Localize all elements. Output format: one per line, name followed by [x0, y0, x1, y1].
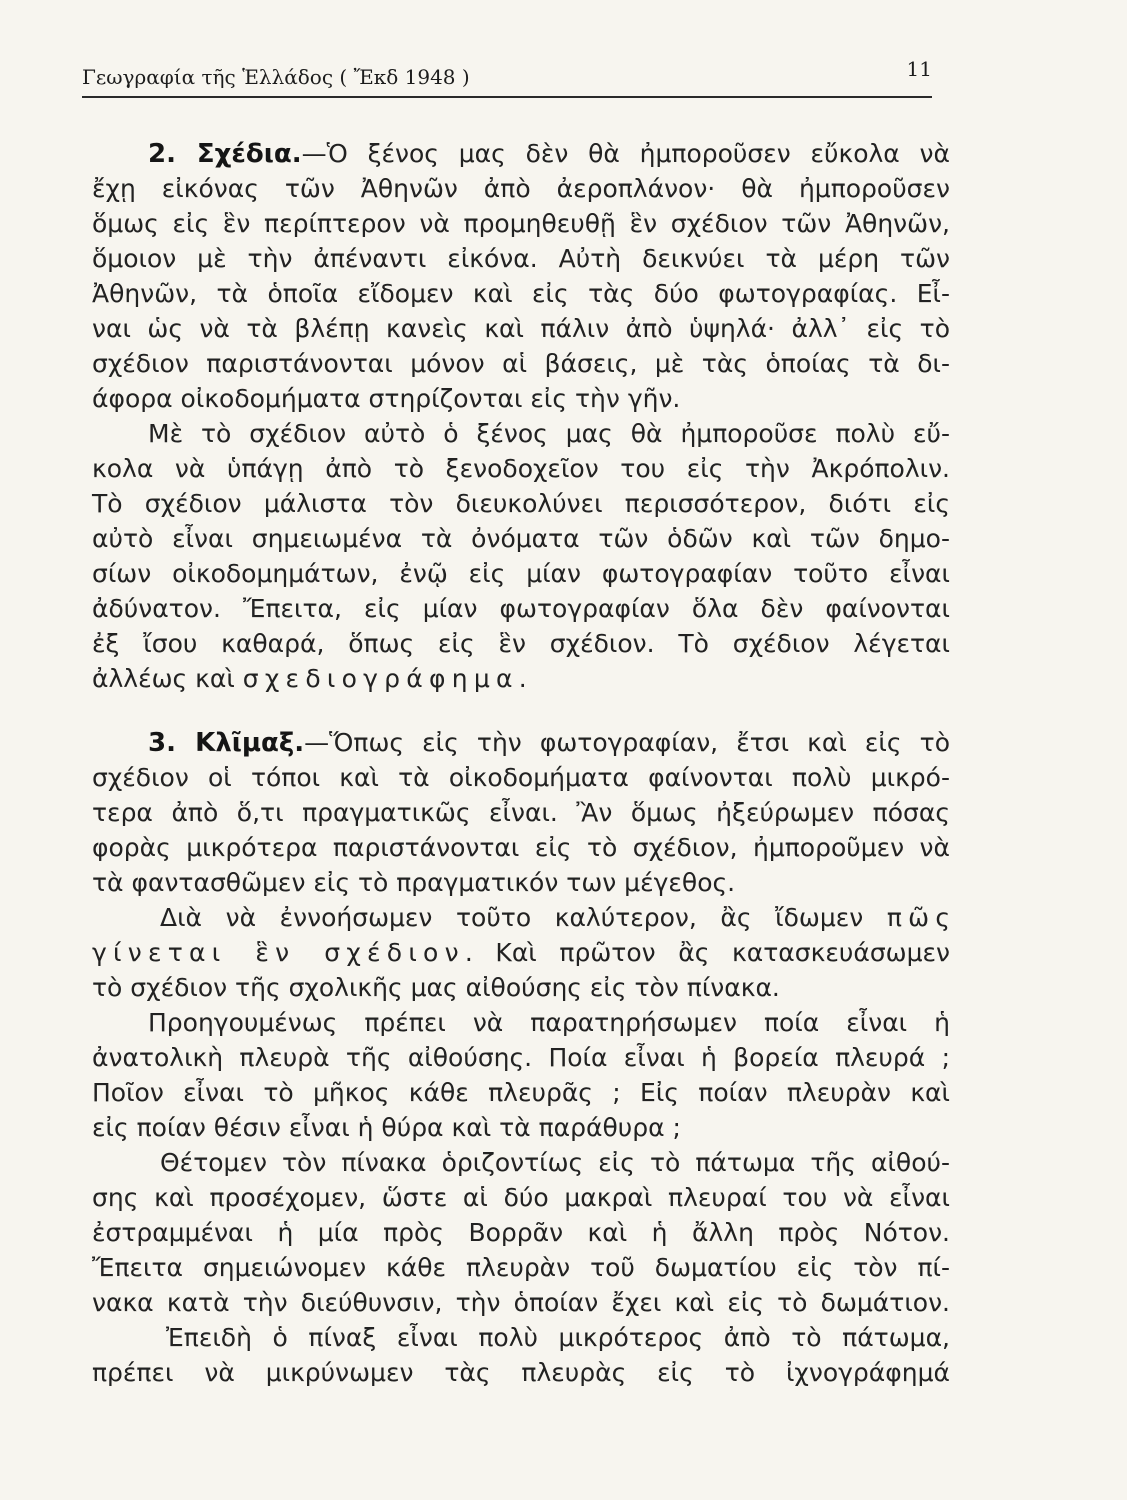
- text-line: ὅμοιον μὲ τὴν ἀπέναντι εἰκόνα. Αὐτὴ δεικνύει τὰ μέρη τῶν: [92, 244, 950, 273]
- paragraph: [92, 416, 950, 696]
- text-line: τερα ἀπὸ ὅ,τι πραγματικῶς εἶναι. Ἂν ὅμως ἠξεύρωμεν πόσας: [92, 798, 950, 827]
- text-line: ἀδύνατον. Ἔπειτα, εἰς μίαν φωτογραφίαν ὅλα δὲν φαίνονται: [92, 594, 950, 623]
- text-line: κολα νὰ ὑπάγῃ ἀπὸ τὸ ξενοδοχεῖον του εἰς τὴν Ἀκρόπολιν.: [92, 454, 950, 483]
- header-rule: [82, 96, 932, 98]
- text-run: —Ὅπως εἰς τὴν φωτογραφίαν, ἔτσι καὶ εἰς τὸ: [304, 728, 951, 757]
- text-line: σχέδιον οἱ τόποι καὶ τὰ οἰκοδομήματα φαίνονται πολὺ μικρό-: [92, 763, 950, 792]
- text-run: —Ὁ ξένος μας δὲν θὰ ἠμποροῦσεν εὔκολα νὰ: [301, 139, 950, 168]
- text-line: ναι ὡς νὰ τὰ βλέπῃ κανεὶς καὶ πάλιν ἀπὸ ὑψηλά· ἀλλ᾽ εἰς τὸ: [92, 314, 950, 343]
- text-line: Μὲ τὸ σχέδιον αὐτὸ ὁ ξένος μας θὰ ἠμποροῦσε πολὺ εὔ-: [148, 419, 950, 448]
- section-sketches: [92, 136, 950, 696]
- text-line: πρέπει νὰ μικρύνωμεν τὰς πλευρὰς εἰς τὸ ἰχνογράφημά: [92, 1358, 950, 1387]
- text-line: [92, 661, 950, 696]
- text-line: Θέτομεν τὸν πίνακα ὁριζοντίως εἰς τὸ πάτωμα τῆς αἰθού-: [160, 1148, 950, 1177]
- text-line: ἐξ ἴσου καθαρά, ὅπως εἰς ἓν σχέδιον. Τὸ σχέδιον λέγεται: [92, 629, 950, 658]
- text-run: ἀλλέως καὶ: [92, 664, 235, 693]
- paragraph: [92, 1145, 950, 1320]
- paragraph: [92, 136, 950, 416]
- text-line: αὐτὸ εἶναι σημειωμένα τὰ ὀνόματα τῶν ὁδῶν καὶ τῶν δημο-: [92, 524, 950, 553]
- paragraph: [92, 1320, 950, 1390]
- text-line: Τὸ σχέδιον μάλιστα τὸν διευκολύνει περισσότερον, διότι εἰς: [92, 489, 950, 518]
- text-line: ἔχῃ εἰκόνας τῶν Ἀθηνῶν ἀπὸ ἀεροπλάνον· θὰ ἠμποροῦσεν: [92, 174, 950, 203]
- section-scale: [92, 725, 957, 1390]
- text-line: σης καὶ προσέχομεν, ὥστε αἱ δύο μακραὶ πλευραί του νὰ εἶναι: [92, 1183, 950, 1212]
- text-line: [92, 725, 950, 760]
- text-line: άφορα οἰκοδομήματα στηρίζονται εἰς τὴν γῆν.: [92, 384, 681, 413]
- emphasized-term: γίνεται ἓν σχέδιον: [92, 938, 465, 967]
- paragraph: [92, 725, 950, 900]
- running-header: [82, 57, 932, 92]
- text-line: Ἔπειτα σημειώνομεν κάθε πλευρὰν τοῦ δωματίου εἰς τὸν πί-: [92, 1253, 950, 1282]
- text-line: νακα κατὰ τὴν διεύθυνσιν, τὴν ὁποίαν ἔχει καὶ εἰς τὸ δωμάτιον.: [92, 1288, 950, 1317]
- text-line: φορὰς μικρότερα παριστάνονται εἰς τὸ σχέδιον, ἠμποροῦμεν νὰ: [92, 833, 950, 862]
- section-heading: 3. Κλῖμαξ.: [148, 728, 305, 758]
- text-line: τὸ σχέδιον τῆς σχολικῆς μας αἰθούσης εἰς τὸν πίνακα.: [92, 973, 780, 1002]
- text-run: .: [518, 664, 527, 693]
- text-run: . Καὶ πρῶτον ἂς κατασκευάσωμεν: [464, 938, 950, 967]
- text-line: ἀνατολικὴ πλευρὰ τῆς αἰθούσης. Ποία εἶναι ἡ βορεία πλευρά ;: [92, 1043, 950, 1072]
- page-body: [92, 136, 957, 1390]
- text-line: σχέδιον παριστάνονται μόνον αἱ βάσεις, μὲ τὰς ὁποίας τὰ δι-: [92, 349, 950, 378]
- page-number: 11: [906, 57, 932, 81]
- text-line: [92, 136, 950, 171]
- running-title: Γεωγραφία τῆς Ἑλλάδος ( Ἔκδ 1948 ): [82, 65, 470, 89]
- text-line: ἐστραμμέναι ἡ μία πρὸς Βορρᾶν καὶ ἡ ἄλλη πρὸς Νότον.: [92, 1218, 950, 1247]
- text-line: [92, 900, 957, 935]
- section-heading: 2. Σχέδια.: [148, 139, 302, 169]
- text-line: Προηγουμένως πρέπει νὰ παρατηρήσωμεν ποία εἶναι ἡ: [148, 1008, 950, 1037]
- text-run: Διὰ νὰ ἐννοήσωμεν τοῦτο καλύτερον, ἂς ἴδωμεν: [160, 903, 864, 932]
- text-line: [92, 935, 950, 970]
- emphasized-term: πῶς: [886, 903, 957, 932]
- text-line: Ποῖον εἶναι τὸ μῆκος κάθε πλευρᾶς ; Εἰς ποίαν πλευρὰν καὶ: [92, 1078, 950, 1107]
- text-line: σίων οἰκοδομημάτων, ἐνῷ εἰς μίαν φωτογραφίαν τοῦτο εἶναι: [92, 559, 950, 588]
- emphasized-term: σχεδιογράφημα: [242, 664, 519, 693]
- text-line: τὰ φαντασθῶμεν εἰς τὸ πραγματικόν των μέγεθος.: [92, 868, 736, 897]
- text-line: Ἀθηνῶν, τὰ ὁποῖα εἴδομεν καὶ εἰς τὰς δύο φωτογραφίας. Εἶ-: [92, 279, 950, 308]
- paragraph: [92, 1005, 950, 1145]
- text-line: Ἐπειδὴ ὁ πίναξ εἶναι πολὺ μικρότερος ἀπὸ τὸ πάτωμα,: [166, 1323, 950, 1352]
- paragraph: [92, 900, 957, 1005]
- text-line: ὅμως εἰς ἓν περίπτερον νὰ προμηθευθῇ ἓν σχέδιον τῶν Ἀθηνῶν,: [92, 209, 950, 238]
- text-line: εἰς ποίαν θέσιν εἶναι ἡ θύρα καὶ τὰ παράθυρα ;: [92, 1113, 681, 1142]
